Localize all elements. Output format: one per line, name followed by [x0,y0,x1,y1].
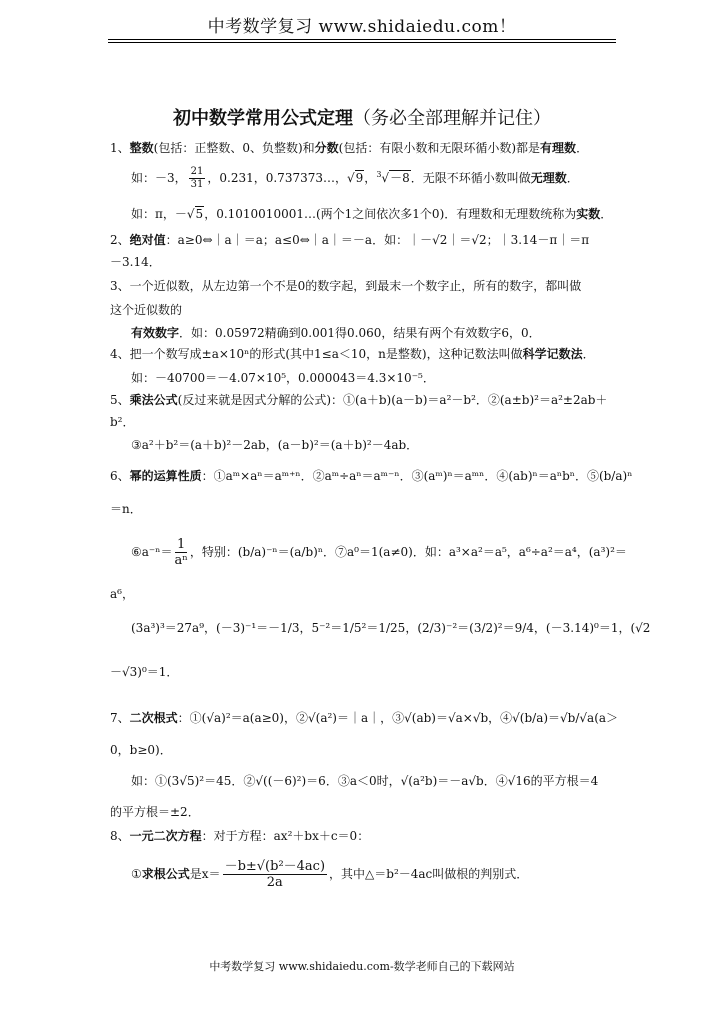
s7-line1 [110,710,618,726]
s1-eg2-end: ． [600,207,613,221]
s8-l1: ：对于方程：ax²＋bx＋c＝0： [201,829,370,843]
page-footer: 中考数学复习 www.shidaiedu.com-数学老师自己的下载网站 [209,960,515,973]
s1-frac-num: 21 [190,166,204,177]
s1-fraction [189,167,206,190]
s2-l1: ：a≥0⇔｜a｜＝a；a≤0⇔｜a｜＝－a．如：｜－√2｜＝√2；｜3.14－π｜＝π [165,233,590,247]
s3-line2: 这个近似数的 [110,303,183,317]
quadratic-formula [223,860,327,889]
header-rule-double [108,42,616,43]
header-rule [108,39,616,40]
s4-end: ． [582,347,595,361]
s1-eg2-a: 如：π，－ [131,207,187,221]
s7-label: 二次根式 [129,711,178,725]
s6-l3a: ⑥a⁻ⁿ＝ [131,545,173,559]
s7-line2: 0，b≥0)． [110,743,172,757]
s1-end: ． [576,141,589,155]
s6-l3b: ，特别：(b/a)⁻ⁿ＝(a/b)ⁿ．⑦a⁰＝1(a≠0)．如：a³×a²＝a⁵，a⁶÷a²＝a⁴，(a³)²＝ [189,545,627,559]
s8-l2b: ，其中△＝b²－4ac叫做根的判别式． [329,867,529,881]
s1-line1 [110,140,588,156]
s8-circ: ① [131,867,142,881]
s1-p1: (包括：正整数、0、负整数)和 [153,141,315,155]
s3-line3 [131,325,541,341]
s1-eg1-d: ．无限不环循小数叫做 [410,171,531,185]
s5-head: 5、 [110,393,130,407]
s1-label-integer: 整数 [129,141,154,155]
s8-l2a: 是x＝ [189,867,221,881]
title-sub: （务必全部理解并记住） [353,108,551,129]
s5-line2: b²． [110,415,135,429]
s1-label-irrational: 无理数 [530,171,567,185]
s2-line2: －3.14． [110,255,161,269]
s8-label2: 求根公式 [141,867,190,881]
s2-head: 2、 [110,233,130,247]
s4-line1 [110,346,595,362]
s6-line5: (3a³)³＝27a⁹，(－3)⁻¹＝－1/3，5⁻²＝1/5²＝1/25，(2/3)⁻²＝(3/2)²＝9/4，(－3.14)⁰＝1，(√2 [131,621,651,635]
title-main: 初中数学常用公式定理 [173,108,353,129]
s1-eg1-c: ， [364,171,377,185]
s3-line1: 3、一个近似数，从左边第一个不是0的数字起，到最末一个数字止，所有的数字，都叫做 [110,279,582,293]
s6-frac-num: 1 [177,537,186,552]
s8-label: 一元二次方程 [129,829,202,843]
s1-eg2-b: ，0.1010010001…(两个1之间依次多1个0)．有理数和无理数统称为 [204,207,577,221]
s6-l1: ：①aᵐ×aⁿ＝aᵐ⁺ⁿ．②aᵐ÷aⁿ＝aᵐ⁻ⁿ．③(aᵐ)ⁿ＝aᵐⁿ．④(ab)ⁿ＝aⁿbⁿ．⑤(b/a)ⁿ [201,469,633,483]
s3-l3: ．如：0.05972精确到0.001得0.060，结果有两个有效数字6，0． [179,326,541,340]
s4-line2: 如：－40700＝－4.07×10⁵，0.000043＝4.3×10⁻⁵． [131,371,435,385]
s5-line3: ③a²＋b²＝(a＋b)²－2ab，(a－b)²＝(a＋b)²－4ab． [131,438,419,452]
s1-head: 1、 [110,141,130,155]
s6-line6: －√3)⁰＝1． [110,665,179,679]
s8-line1 [110,828,369,844]
s5-label: 乘法公式 [129,393,178,407]
quadratic-num: －b±√(b²－4ac) [224,859,326,874]
s1-eg1-a: 如：－3， [131,171,187,185]
s2-line1 [110,232,589,248]
s1-p2: (包括：有限小数和无限环循小数)都是 [338,141,541,155]
s8-line2 [131,860,528,889]
s1-frac-den: 31 [190,179,204,190]
s6-fraction [174,538,187,567]
s6-line2: ＝n． [110,502,142,516]
s4-label: 科学记数法 [522,347,583,361]
s6-label: 幂的运算性质 [129,469,202,483]
s5-l1: (反过来就是因式分解的公式)：①(a＋b)(a－b)＝a²－b²．②(a±b)²＝a²±2ab＋ [177,393,608,407]
s6-line3 [131,538,627,567]
s6-frac-den: aⁿ [174,553,188,568]
s8-head: 8、 [110,829,130,843]
s1-label-rational: 有理数 [540,141,577,155]
s4-l1: 4、把一个数写成±a×10ⁿ的形式(其中1≤a＜10，n是整数)，这种记数法叫做 [110,347,523,361]
s5-line1 [110,392,607,408]
s7-line3: 如：①(3√5)²＝45．②√((－6)²)＝6．③a＜0时，√(a²b)＝－a√b．④√16的平方根＝4 [131,774,599,788]
root-5: √5 [186,207,204,221]
s1-line3 [131,206,612,222]
s6-head: 6、 [110,469,130,483]
quadratic-den: 2a [266,875,283,890]
root-9: √9 [347,171,364,185]
s1-eg1-b: ，0.231，0.737373…， [207,171,347,185]
s2-label: 绝对值 [129,233,166,247]
page-header: 中考数学复习 www.shidaiedu.com！ [207,17,517,37]
s7-head: 7、 [110,711,130,725]
page-title [0,104,724,130]
s7-line4: 的平方根＝±2． [110,805,200,819]
s1-label-fraction: 分数 [314,141,339,155]
s3-label: 有效数字 [131,326,180,340]
cube-root-neg8: $^3$√－8 [376,170,410,185]
s6-line4: a⁶， [110,587,134,601]
s1-line2: 如：－3， $\frac{21}{31}$ ，0.231，0.737373…，√9，$^3$√－8．无限不环循小数叫做无理数． [131,166,579,190]
s1-label-real: 实数 [576,207,601,221]
s7-l1: ：①(√a)²＝a(a≥0)，②√(a²)＝｜a｜，③√(ab)＝√a×√b，④√(b/a)＝√b/√a(a＞ [177,711,619,725]
s6-line1 [110,468,632,484]
